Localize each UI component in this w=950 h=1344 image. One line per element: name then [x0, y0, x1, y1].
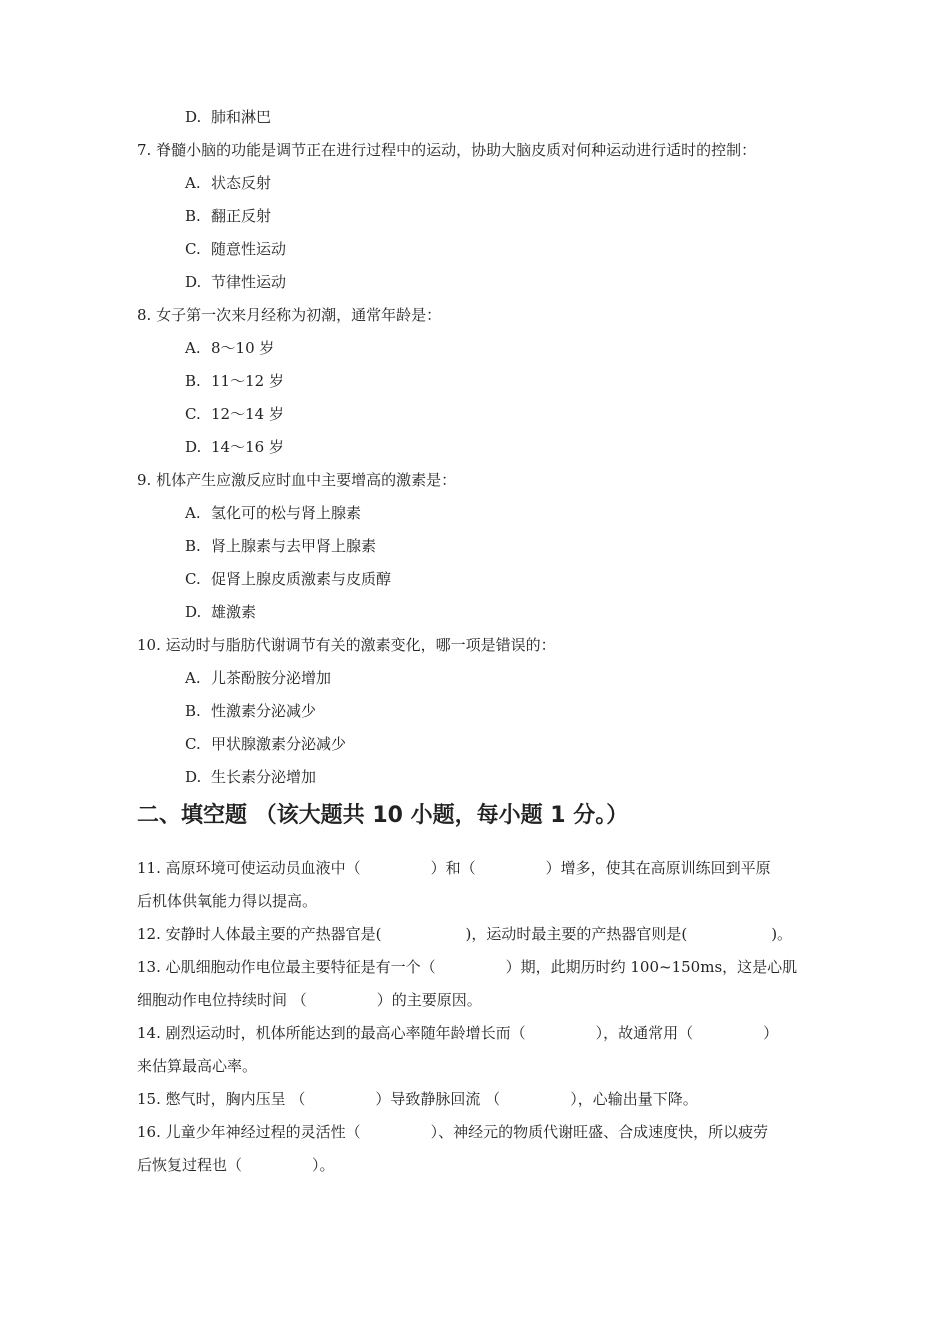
fill-question-13-line-2: 细胞动作电位持续时间 （ ）的主要原因。 — [137, 991, 482, 1009]
section-2-heading: 二、填空题 （该大题共 10 小题，每小题 1 分。） — [137, 803, 629, 828]
q7-option-a: A. 状态反射 — [185, 174, 272, 192]
q6-option-d: D. 肺和淋巴 — [185, 108, 272, 126]
fill-question-16-line-2: 后恢复过程也（ ）。 — [137, 1156, 335, 1174]
fill-question-15: 15. 憋气时，胸内压呈 （ ）导致静脉回流 （ ），心输出量下降。 — [137, 1090, 698, 1108]
fill-question-12: 12. 安静时人体最主要的产热器官是( )，运动时最主要的产热器官则是( )。 — [137, 925, 793, 943]
q8-option-d: D. 14～16 岁 — [185, 438, 284, 456]
fill-question-14-line-2: 来估算最高心率。 — [137, 1057, 258, 1075]
q10-option-b: B. 性激素分泌减少 — [185, 702, 317, 720]
question-9-stem: 9. 机体产生应激反应时血中主要增高的激素是： — [137, 471, 457, 489]
q10-option-c: C. 甲状腺激素分泌减少 — [185, 735, 347, 753]
fill-question-11-line-2: 后机体供氧能力得以提高。 — [137, 892, 318, 910]
fill-question-14-line-1: 14. 剧烈运动时，机体所能达到的最高心率随年龄增长而（ ），故通常用（ ） — [137, 1024, 779, 1042]
fill-question-16-line-1: 16. 儿童少年神经过程的灵活性（ ）、神经元的物质代谢旺盛、合成速度快，所以疲劳 — [137, 1123, 769, 1141]
question-8-stem: 8. 女子第一次来月经称为初潮，通常年龄是： — [137, 306, 442, 324]
question-7-stem: 7. 脊髓小脑的功能是调节正在进行过程中的运动，协助大脑皮质对何种运动进行适时的控制： — [137, 141, 757, 159]
q10-option-d: D. 生长素分泌增加 — [185, 768, 317, 786]
q7-option-d: D. 节律性运动 — [185, 273, 287, 291]
q7-option-b: B. 翻正反射 — [185, 207, 272, 225]
q10-option-a: A. 儿茶酚胺分泌增加 — [185, 669, 332, 687]
q9-option-a: A. 氢化可的松与肾上腺素 — [185, 504, 362, 522]
fill-question-11-line-1: 11. 高原环境可使运动员血液中（ ）和（ ）增多，使其在高原训练回到平原 — [137, 859, 771, 877]
q7-option-c: C. 随意性运动 — [185, 240, 287, 258]
fill-question-13-line-1: 13. 心肌细胞动作电位最主要特征是有一个（ ）期，此期历时约 100~150ms，这是心肌 — [137, 958, 798, 976]
q9-option-d: D. 雄激素 — [185, 603, 257, 621]
question-10-stem: 10. 运动时与脂肪代谢调节有关的激素变化，哪一项是错误的： — [137, 636, 556, 654]
q9-option-b: B. 肾上腺素与去甲肾上腺素 — [185, 537, 377, 555]
q8-option-b: B. 11～12 岁 — [185, 372, 284, 390]
q9-option-c: C. 促肾上腺皮质激素与皮质醇 — [185, 570, 392, 588]
q8-option-c: C. 12～14 岁 — [185, 405, 284, 423]
q8-option-a: A. 8～10 岁 — [185, 339, 275, 357]
